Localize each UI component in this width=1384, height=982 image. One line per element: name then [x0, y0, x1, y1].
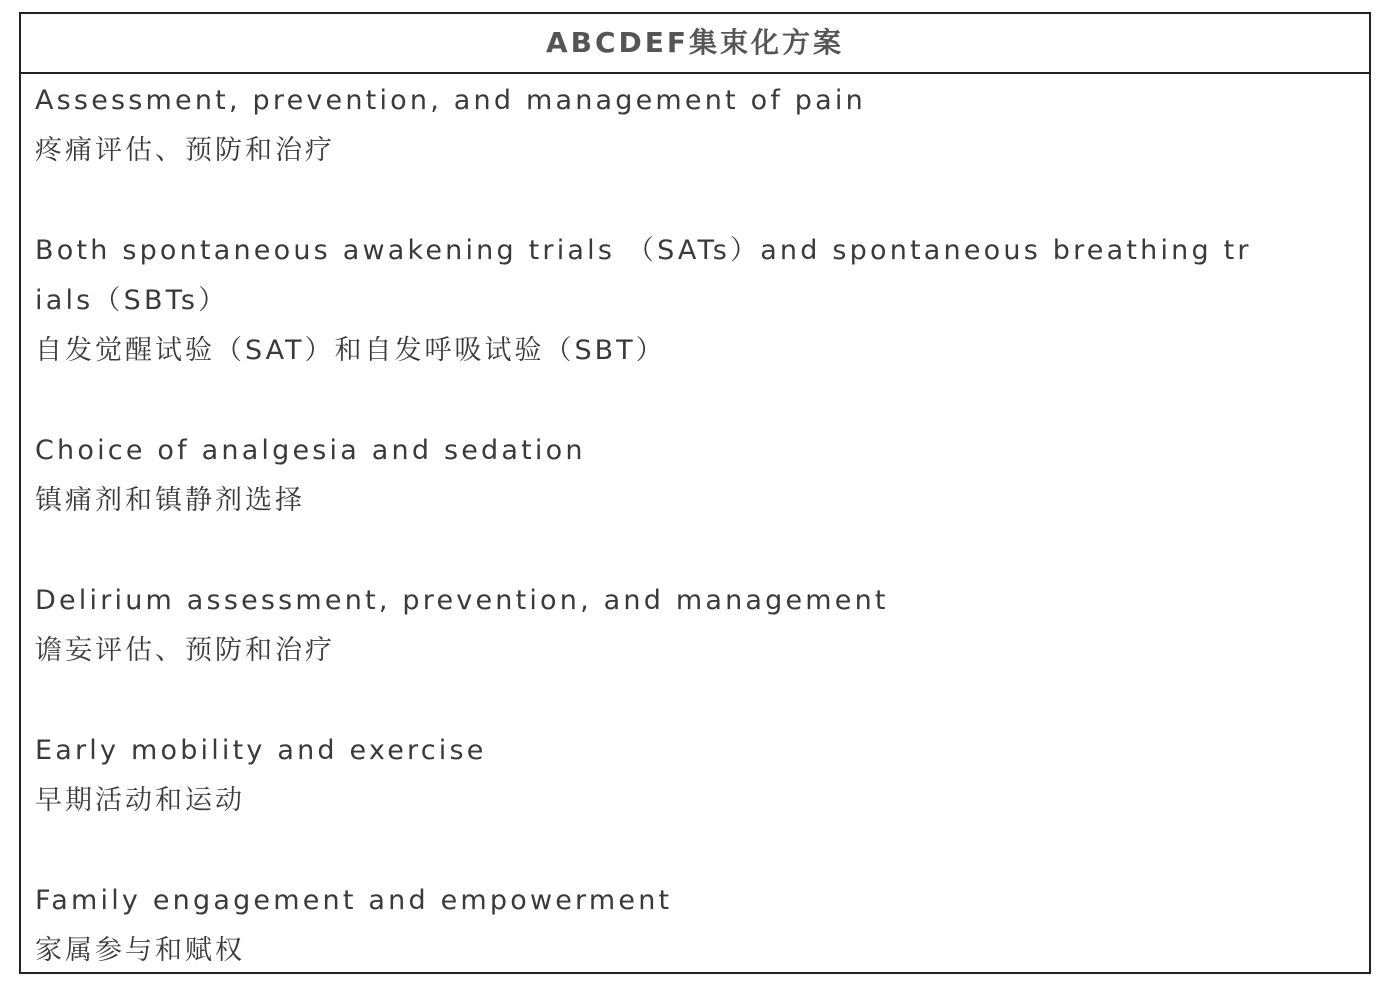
item-chinese-text: 早期活动和运动	[35, 785, 245, 816]
item-english-text: Early mobility and exercise	[35, 735, 487, 766]
table-title: ABCDEF集束化方案	[21, 14, 1369, 74]
item-spacer	[35, 526, 1355, 576]
item-spacer	[35, 676, 1355, 726]
item-chinese-text: 家属参与和赋权	[35, 935, 245, 966]
item-english-text-continued: ials（SBTs）	[35, 285, 229, 316]
item-chinese-text: 镇痛剂和镇静剂选择	[35, 485, 305, 516]
item-english-text: Choice of analgesia and sedation	[35, 435, 586, 466]
bundle-item-d	[35, 576, 1355, 676]
bundle-item-b	[35, 226, 1355, 376]
bundle-item-a	[35, 76, 1355, 176]
item-chinese-text: 谵妄评估、预防和治疗	[35, 635, 335, 666]
table-body	[21, 74, 1369, 976]
item-english-text: Family engagement and empowerment	[35, 885, 673, 916]
item-english-text: Delirium assessment, prevention, and management	[35, 585, 889, 616]
item-spacer	[35, 176, 1355, 226]
bundle-item-c	[35, 426, 1355, 526]
bundle-item-e	[35, 726, 1355, 826]
bundle-item-f	[35, 876, 1355, 976]
item-spacer	[35, 376, 1355, 426]
item-english-text: Both spontaneous awakening trials （SATs）and spontaneous breathing tr	[35, 235, 1252, 266]
item-english-text: Assessment, prevention, and management of pain	[35, 85, 866, 116]
item-chinese-text: 自发觉醒试验（SAT）和自发呼吸试验（SBT）	[35, 335, 666, 366]
item-spacer	[35, 826, 1355, 876]
abcdef-bundle-table	[19, 12, 1371, 974]
item-chinese-text: 疼痛评估、预防和治疗	[35, 135, 335, 166]
